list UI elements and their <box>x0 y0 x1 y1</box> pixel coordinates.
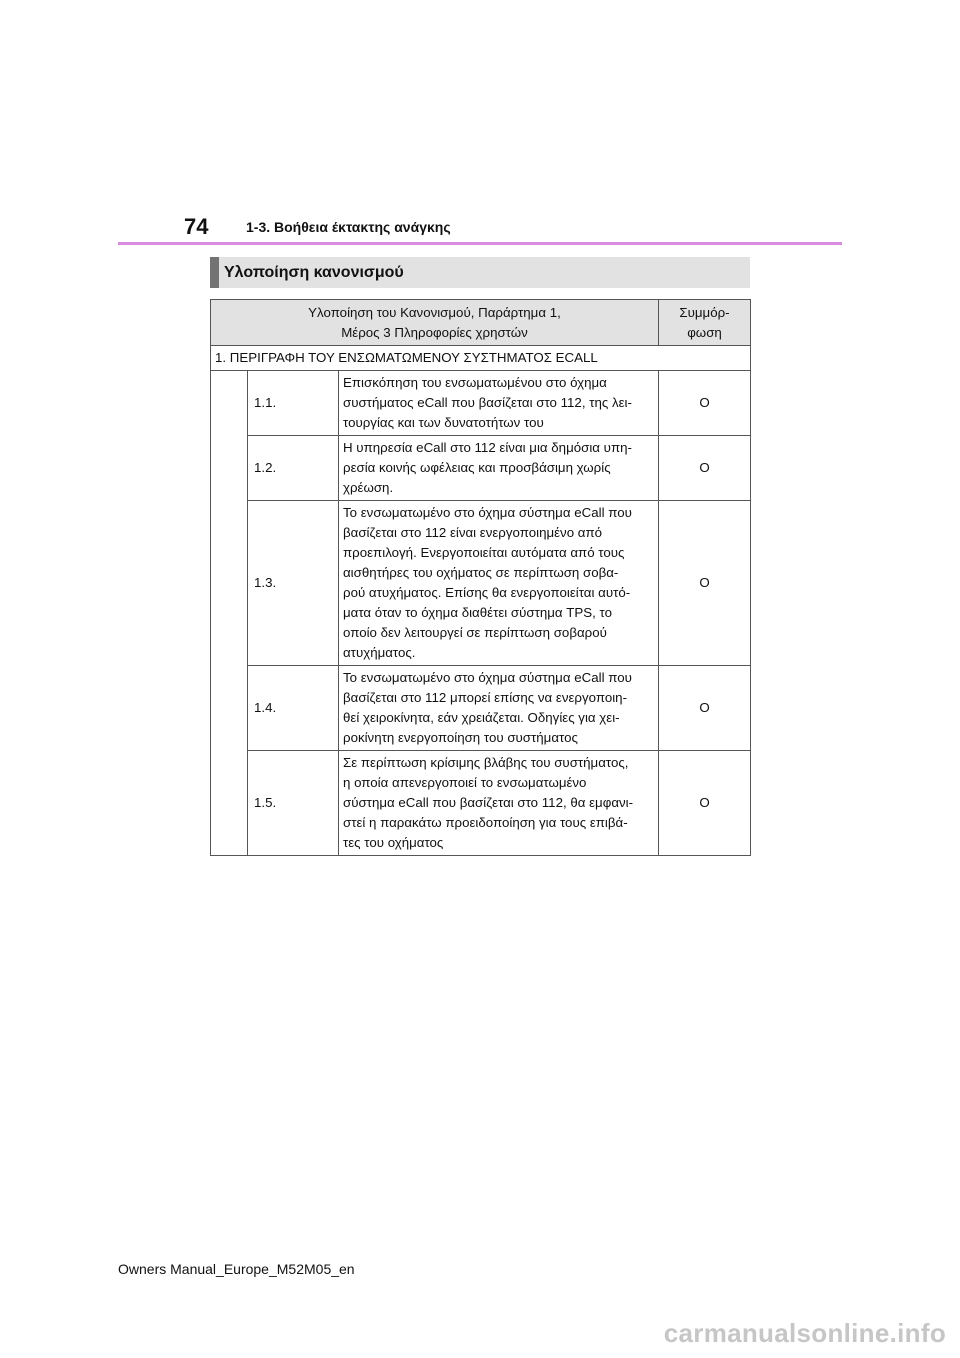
header-regulation-cell <box>211 300 659 346</box>
header-regulation-line2: Μέρος 3 Πληροφορίες χρηστών <box>341 324 528 340</box>
row-description <box>339 751 659 856</box>
description-line: συστήματος eCall που βασίζεται στο 112, της λει- <box>343 395 632 410</box>
row-compliance: O <box>659 666 751 751</box>
description-line: χρέωση. <box>343 480 394 495</box>
description-line: ρεσία κοινής ωφέλειας και προσβάσιμη χωρίς <box>343 460 611 475</box>
description-line: Η υπηρεσία eCall στο 112 είναι μια δημόσια υπη- <box>343 440 632 455</box>
description-line: η οποία απενεργοποιεί το ενσωματωμένο <box>343 775 587 790</box>
table-row <box>211 436 751 501</box>
description-line: Το ενσωματωμένο στο όχημα σύστημα eCall που <box>343 670 632 685</box>
description-line: οποίο δεν λειτουργεί σε περίπτωση σοβαρού <box>343 625 607 640</box>
description-line: ματα όταν το όχημα διαθέτει σύστημα TPS, το <box>343 605 612 620</box>
row-description <box>339 371 659 436</box>
watermark: carmanualsonline.info <box>663 1318 946 1348</box>
description-line: Σε περίπτωση κρίσιμης βλάβης του συστήματος, <box>343 755 629 770</box>
header-regulation-line1: Υλοποίηση του Κανονισμού, Παράρτημα 1, <box>308 304 561 320</box>
description-line: τουργίας και των δυνατοτήτων του <box>343 415 544 430</box>
description-line: προεπιλογή. Ενεργοποιείται αυτόματα από τους <box>343 545 625 560</box>
description-line: ατυχήματος. <box>343 645 416 660</box>
table-row <box>211 751 751 856</box>
row-compliance: O <box>659 371 751 436</box>
header-divider <box>118 242 842 245</box>
table-row <box>211 371 751 436</box>
section-row-label: 1. ΠΕΡΙΓΡΑΦΗ ΤΟΥ ΕΝΣΩΜΑΤΩΜΕΝΟΥ ΣΥΣΤΗΜΑΤΟΣ ECALL <box>211 346 751 371</box>
row-number: 1.3. <box>248 501 339 666</box>
row-compliance: O <box>659 501 751 666</box>
row-description <box>339 436 659 501</box>
description-line: ρού ατυχήματος. Επίσης θα ενεργοποιείται αυτό- <box>343 585 631 600</box>
description-line: σύστημα eCall που βασίζεται στο 112, θα εμφανι- <box>343 795 634 810</box>
row-number: 1.1. <box>248 371 339 436</box>
table-row <box>211 501 751 666</box>
row-description <box>339 666 659 751</box>
header-compliance-line1: Συμμόρ- <box>679 304 730 320</box>
chapter-title: 1-3. Βοήθεια έκτακτης ανάγκης <box>246 219 451 235</box>
table-row <box>211 666 751 751</box>
header-compliance-line2: φωση <box>687 324 722 340</box>
description-line: στεί η παρακάτω προειδοποίηση για τους επιβά- <box>343 815 628 830</box>
description-line: τες του οχήματος <box>343 835 444 850</box>
description-line: βασίζεται στο 112 είναι ενεργοποιημένο από <box>343 525 603 540</box>
footer-manual-id: Owners Manual_Europe_M52M05_en <box>118 1261 355 1277</box>
section-heading: Υλοποίηση κανονισμού <box>210 257 750 288</box>
table-header-row <box>211 300 751 346</box>
description-line: αισθητήρες του οχήματος σε περίπτωση σοβα- <box>343 565 619 580</box>
description-line: βασίζεται στο 112 μπορεί επίσης να ενεργοποιη- <box>343 690 627 705</box>
description-line: θεί χειροκίνητα, εάν χρειάζεται. Οδηγίες για χει- <box>343 710 620 725</box>
header-compliance-cell <box>659 300 751 346</box>
table-body <box>211 371 751 856</box>
page-number: 74 <box>184 214 209 239</box>
row-number: 1.5. <box>248 751 339 856</box>
indent-cell <box>211 371 248 856</box>
description-line: Το ενσωματωμένο στο όχημα σύστημα eCall που <box>343 505 632 520</box>
description-line: Επισκόπηση του ενσωματωμένου στο όχημα <box>343 375 607 390</box>
row-compliance: O <box>659 751 751 856</box>
row-number: 1.2. <box>248 436 339 501</box>
row-number: 1.4. <box>248 666 339 751</box>
table-section-row <box>211 346 751 371</box>
description-line: ροκίνητη ενεργοποίηση του συστήματος <box>343 730 578 745</box>
row-compliance: O <box>659 436 751 501</box>
regulation-table <box>210 299 751 856</box>
row-description <box>339 501 659 666</box>
